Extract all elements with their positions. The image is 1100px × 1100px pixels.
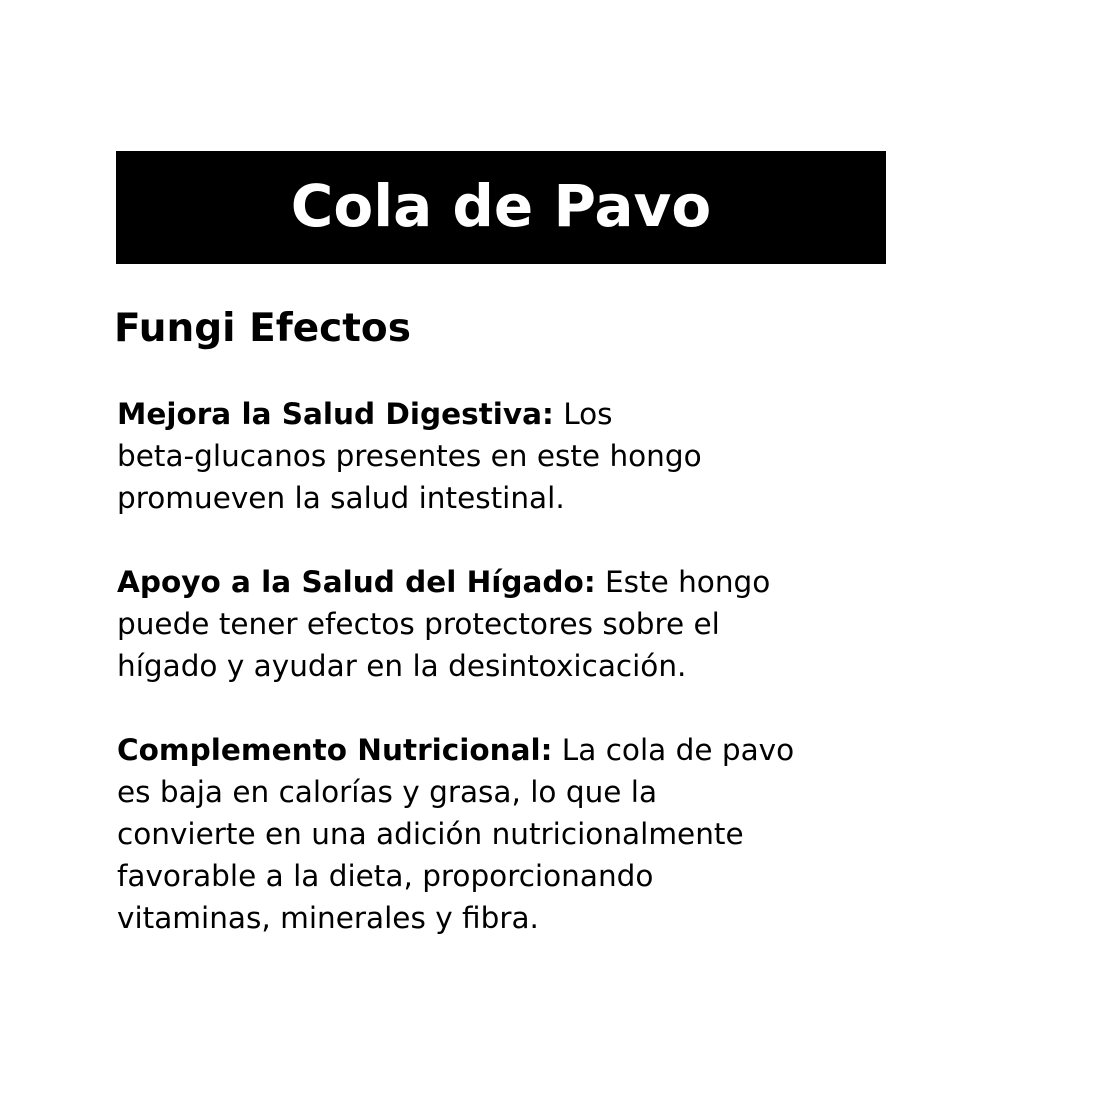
effect-text: beta-glucanos presentes en este hongo (117, 439, 702, 473)
effect-text: favorable a la dieta, proporcionando (117, 859, 654, 893)
effect-text: es baja en calorías y grasa, lo que la (117, 775, 658, 809)
section-subtitle: Fungi Efectos (114, 306, 411, 351)
effect-term: Complemento Nutricional: (117, 733, 553, 767)
effect-term: Mejora la Salud Digestiva: (117, 397, 554, 431)
effect-text: convierte en una adición nutricionalmente (117, 817, 744, 851)
effect-text: vitaminas, minerales y fibra. (117, 901, 539, 935)
effect-first-line (117, 561, 937, 603)
effect-text: hígado y ayudar en la desintoxicación. (117, 649, 687, 683)
effect-text: La cola de pavo (552, 733, 795, 767)
effect-text: Este hongo (595, 565, 771, 599)
effect-term: Apoyo a la Salud del Hígado: (117, 565, 596, 599)
effect-text: promueven la salud intestinal. (117, 481, 565, 515)
effect-text: Los (553, 397, 613, 431)
effect-first-line (117, 393, 937, 435)
effect-paragraph-liver (117, 561, 937, 687)
page-title: Cola de Pavo (290, 171, 712, 240)
effects-list (117, 393, 937, 981)
title-banner (116, 151, 886, 264)
effect-paragraph-digestive (117, 393, 937, 519)
effect-first-line (117, 729, 937, 771)
effect-text: puede tener efectos protectores sobre el (117, 607, 720, 641)
effect-paragraph-nutrition (117, 729, 937, 939)
